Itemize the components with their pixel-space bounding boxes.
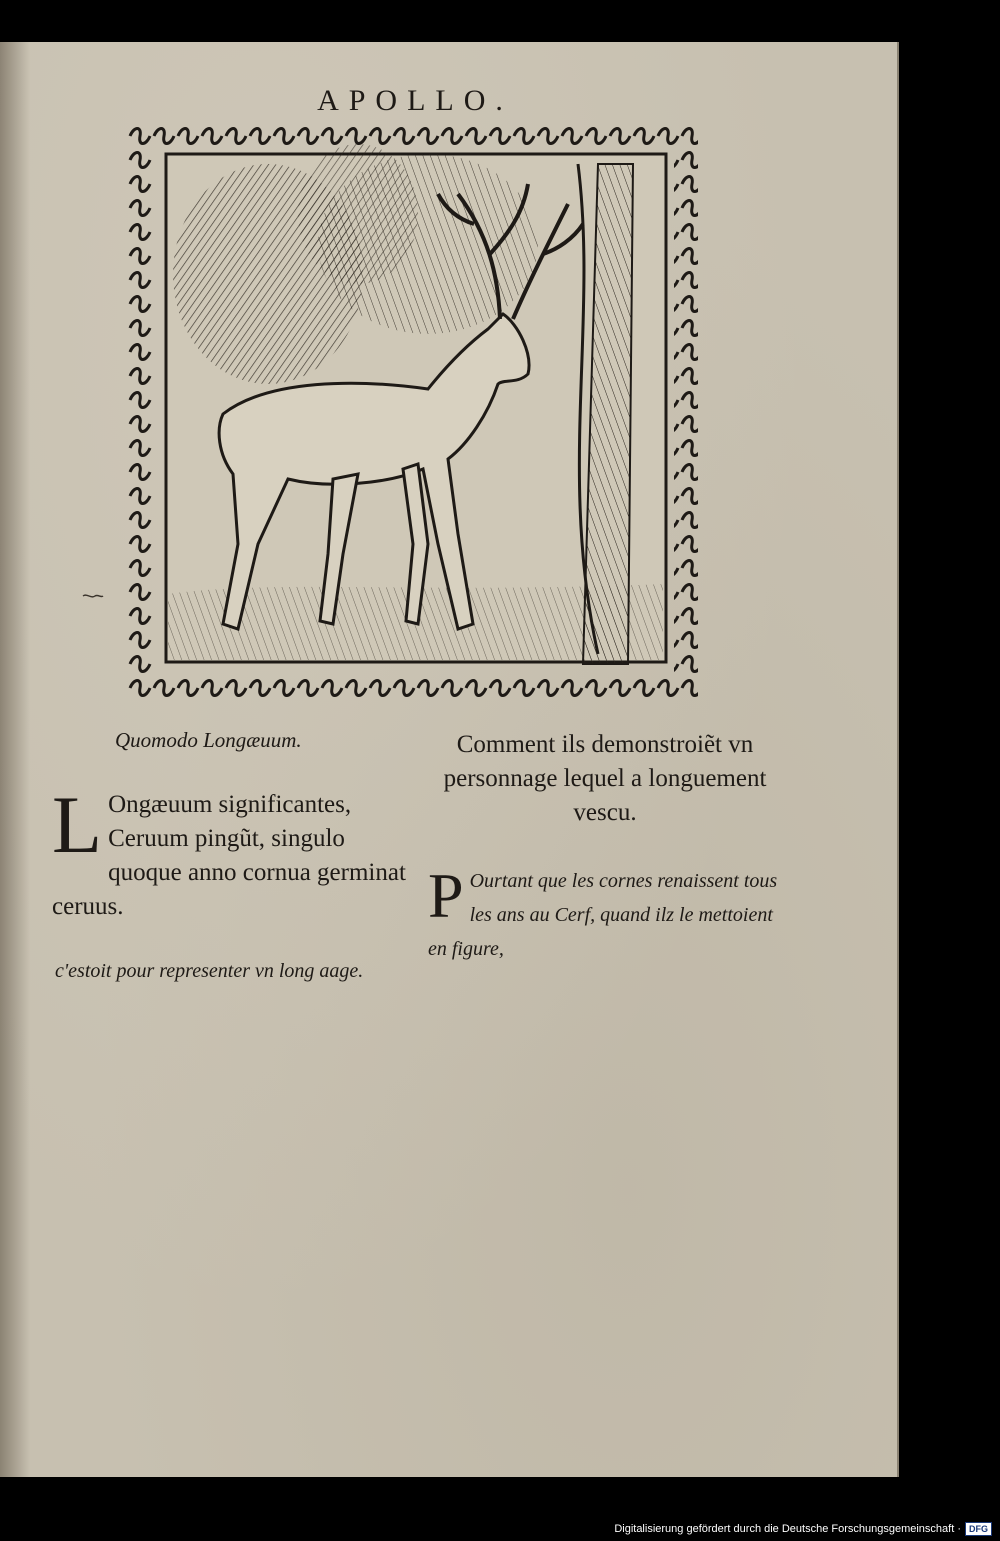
latin-dropcap: L (52, 779, 103, 870)
french-body-text: Ourtant que les cornes renaissent tous les ans au Cerf, quand ilz le mettoient en figure, (428, 870, 778, 960)
french-tail-line: c'estoit pour representer vn long aage. (55, 960, 364, 982)
latin-body-text: Ongæuum significantes, Ceruum pingũt, singulo quoque anno cornua germinat ceruus. (52, 791, 406, 920)
margin-mark (82, 585, 104, 593)
french-paragraph (428, 860, 788, 966)
credit-text: Digitalisierung gefördert durch die Deutsche Forschungsgemeinschaft · (614, 1523, 961, 1535)
latin-heading: Quomodo Longæuum. (115, 728, 302, 752)
running-head: APOLLO. (317, 84, 513, 117)
digitization-credit (614, 1522, 992, 1536)
woodcut-illustration (128, 124, 698, 699)
spine-shadow (0, 42, 30, 1477)
french-heading: Comment ils demonstroiẽt vn personnage lequel a longuement vescu. (443, 731, 767, 826)
dfg-logo: DFG (965, 1522, 992, 1536)
french-dropcap: P (428, 860, 464, 931)
latin-paragraph (52, 779, 412, 924)
